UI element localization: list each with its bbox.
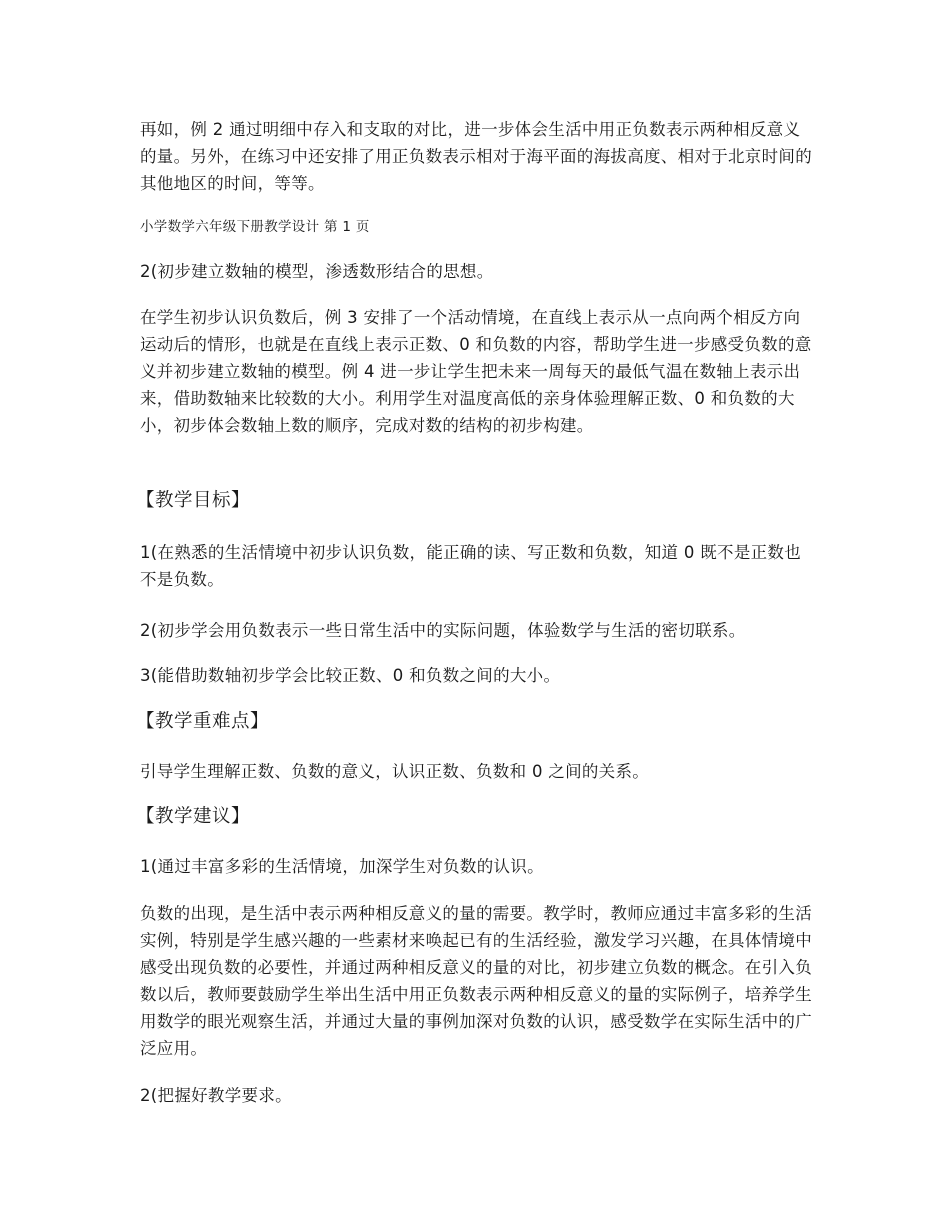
point-2-title: 2(初步建立数轴的模型，渗透数形结合的思想。 bbox=[140, 262, 494, 281]
goal-2: 2(初步学会用负数表示一些日常生活中的实际问题，体验数学与生活的密切联系。 bbox=[140, 621, 746, 640]
point-2-body: 在学生初步认识负数后，例 3 安排了一个活动情境，在直线上表示从一点向两个相反方向运动后的情形，也就是在直线上表示正数、0 和负数的内容，帮助学生进一步感受负数的意义并初步建立数轴的模型。例 4 进一步让学生把未来一周每天的最低气温在数轴上表示出来，借助数轴来比较数的大小。利用学生对温度高低的亲身体验理解正数、0 和负数的大小，初步体会数轴上数的顺序，完成对数的结构的初步构建。 bbox=[140, 308, 812, 435]
suggestion-1-title: 1(通过丰富多彩的生活情境，加深学生对负数的认识。 bbox=[140, 857, 544, 876]
goal-3: 3(能借助数轴初步学会比较正数、0 和负数之间的大小。 bbox=[140, 666, 561, 685]
difficulty-body: 引导学生理解正数、负数的意义，认识正数、负数和 0 之间的关系。 bbox=[140, 762, 650, 781]
page-footer: 小学数学六年级下册教学设计 第 1 页 bbox=[140, 219, 370, 235]
goals-heading: 【教学目标】 bbox=[136, 490, 251, 511]
difficulty-heading: 【教学重难点】 bbox=[136, 711, 270, 732]
goal-1: 1(在熟悉的生活情境中初步认识负数，能正确的读、写正数和负数，知道 0 既不是正数也不是负数。 bbox=[140, 543, 802, 589]
suggestion-2-title: 2(把握好教学要求。 bbox=[140, 1086, 292, 1105]
intro-paragraph: 再如，例 2 通过明细中存入和支取的对比，进一步体会生活中用正负数表示两种相反意义的量。另外，在练习中还安排了用正负数表示相对于海平面的海拔高度、相对于北京时间的其他地区的时间，等等。 bbox=[140, 120, 812, 193]
suggestions-heading: 【教学建议】 bbox=[136, 806, 251, 827]
suggestion-1-body: 负数的出现，是生活中表示两种相反意义的量的需要。教学时，教师应通过丰富多彩的生活实例，特别是学生感兴趣的一些素材来唤起已有的生活经验，激发学习兴趣，在具体情境中感受出现负数的必要性，并通过两种相反意义的量的对比，初步建立负数的概念。在引入负数以后，教师要鼓励学生举出生活中用正负数表示两种相反意义的量的实际例子，培养学生用数学的眼光观察生活，并通过大量的事例加深对负数的认识，感受数学在实际生活中的广泛应用。 bbox=[140, 904, 812, 1058]
